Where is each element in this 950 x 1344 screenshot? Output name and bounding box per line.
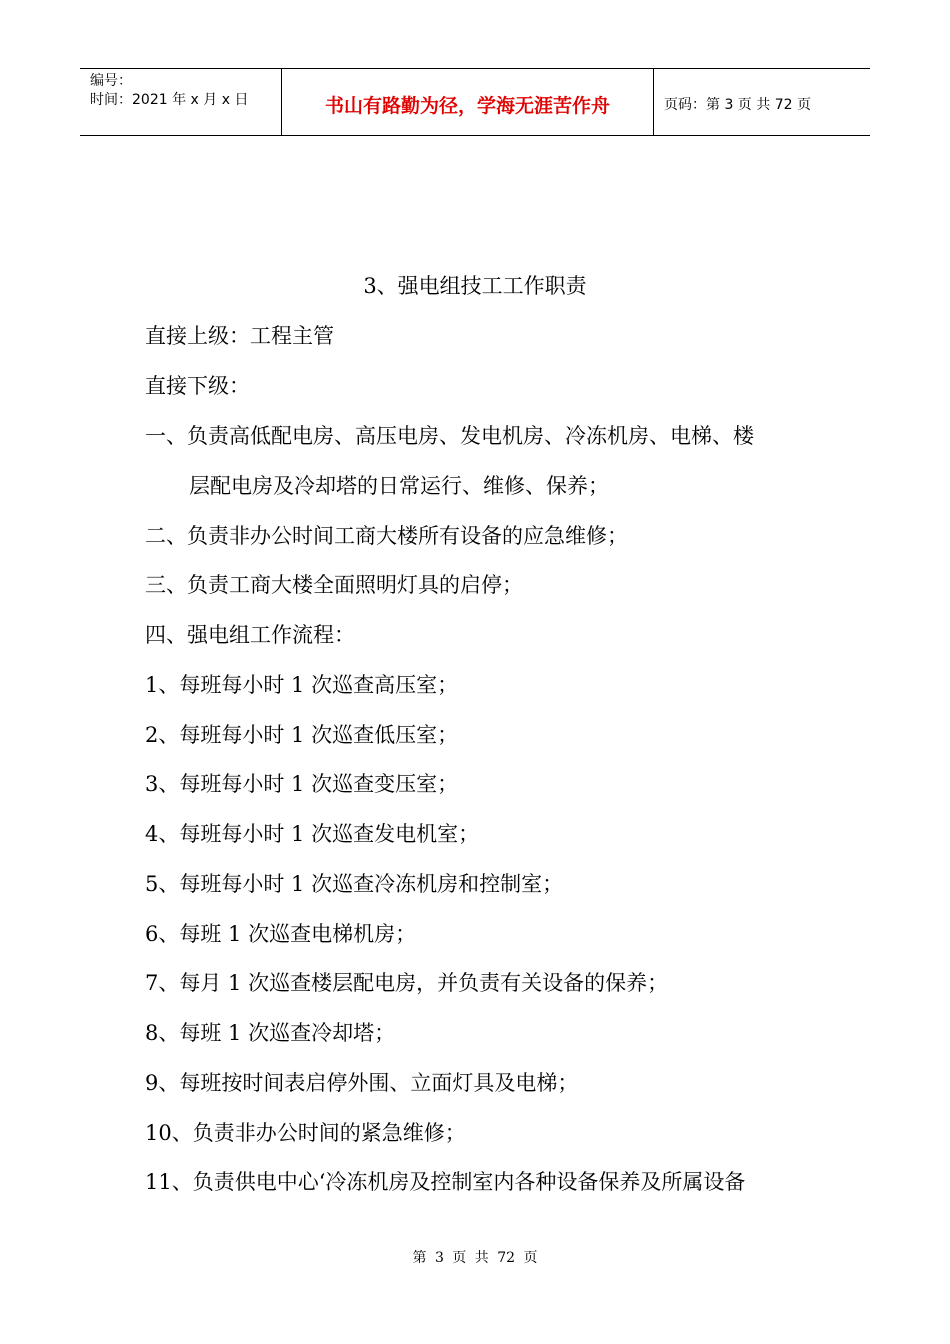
document-title: 3、强电组技工工作职责 [363, 274, 587, 298]
page-footer: 第 3 页 共 72 页 [412, 1250, 538, 1266]
workflow-step-8: 8、每班 1 次巡查冷却塔； [145, 1021, 396, 1045]
duty-item-1: 一、负责高低配电房、高压电房、发电机房、冷冻机房、电梯、楼 [145, 424, 754, 448]
duty-item-3: 三、负责工商大楼全面照明灯具的启停； [145, 573, 523, 597]
workflow-step-6: 6、每班 1 次巡查电梯机房； [145, 922, 417, 946]
header-time-label: 时间：2021 年 x 月 x 日 [90, 92, 249, 108]
workflow-step-1: 1、每班每小时 1 次巡查高压室； [145, 673, 459, 697]
header-number-label: 编号： [90, 73, 132, 89]
header-page-info: 页码：第 3 页 共 72 页 [664, 96, 811, 113]
duty-item-1-continued: 层配电房及冷却塔的日常运行、维修、保养； [189, 474, 609, 498]
direct-superior-line: 直接上级：工程主管 [145, 324, 334, 348]
workflow-step-5: 5、每班每小时 1 次巡查冷冻机房和控制室； [145, 872, 564, 896]
workflow-step-3: 3、每班每小时 1 次巡查变压室； [145, 772, 459, 796]
workflow-step-11: 11、负责供电中心‘冷冻机房及控制室内各种设备保养及所属设备 [145, 1170, 746, 1194]
workflow-step-7: 7、每月 1 次巡查楼层配电房，并负责有关设备的保养； [145, 971, 669, 995]
duty-item-2: 二、负责非办公时间工商大楼所有设备的应急维修； [145, 524, 628, 548]
page-header [80, 68, 870, 136]
header-meta [80, 69, 282, 135]
header-motto: 书山有路勤为径，学海无涯苦作舟 [282, 69, 654, 135]
workflow-step-10: 10、负责非办公时间的紧急维修； [145, 1121, 466, 1145]
direct-subordinate-line: 直接下级： [145, 374, 250, 398]
workflow-step-4: 4、每班每小时 1 次巡查发电机室； [145, 822, 480, 846]
workflow-step-9: 9、每班按时间表启停外围、立面灯具及电梯； [145, 1071, 579, 1095]
workflow-step-2: 2、每班每小时 1 次巡查低压室； [145, 723, 459, 747]
duty-item-4: 四、强电组工作流程： [145, 623, 355, 647]
